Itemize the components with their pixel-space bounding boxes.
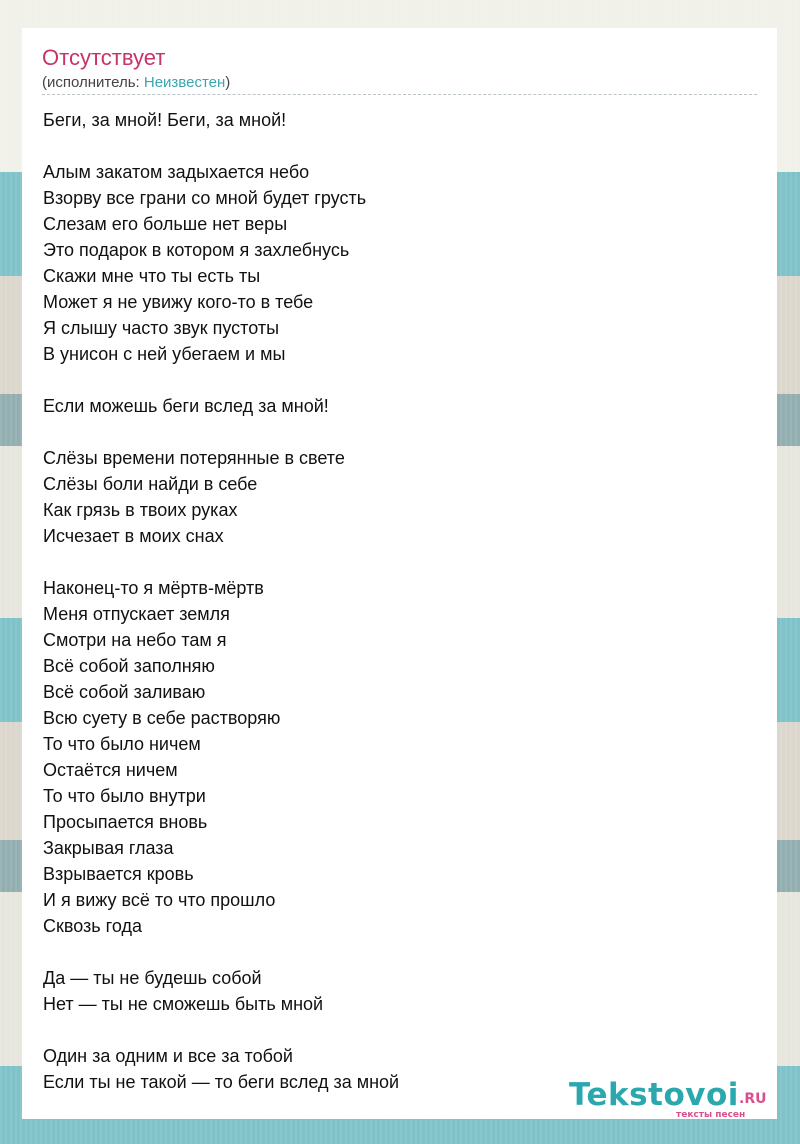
- site-logo[interactable]: [569, 1077, 774, 1120]
- artist-link[interactable]: Неизвестен: [143, 74, 226, 91]
- logo-domain-suffix: .RU: [739, 1091, 767, 1107]
- lyric-line: Наконец-то я мёртв-мёртв: [43, 578, 264, 598]
- header-divider: [42, 94, 757, 95]
- lyric-line: Закрывая глаза: [43, 838, 174, 858]
- lyric-line: Если ты не такой — то беги вслед за мной: [43, 1072, 400, 1092]
- lyric-line: Один за одним и все за тобой: [43, 1046, 293, 1066]
- lyric-line: Всю суету в себе растворяю: [43, 708, 281, 728]
- stanza-break: [43, 1017, 743, 1043]
- lyric-line: И я вижу всё то что прошло: [43, 890, 276, 910]
- stanza-break: [43, 419, 743, 445]
- stanza-break: [43, 939, 743, 965]
- lyric-line: В унисон с ней убегаем и мы: [43, 344, 286, 364]
- lyrics-card: [22, 28, 777, 1119]
- stanza-break: [43, 549, 743, 575]
- song-title: Отсутствует: [42, 45, 166, 70]
- lyric-line: Если можешь беги вслед за мной!: [43, 396, 329, 416]
- lyric-line: То что было ничем: [43, 734, 201, 754]
- lyric-line: Взрывается кровь: [43, 864, 194, 884]
- lyric-line: Скажи мне что ты есть ты: [43, 266, 261, 286]
- artist-prefix: (исполнитель:: [42, 74, 144, 91]
- lyric-line: Слезам его больше нет веры: [43, 214, 288, 234]
- lyric-line: Исчезает в моих снах: [43, 526, 224, 546]
- lyric-line: Это подарок в котором я захлебнусь: [43, 240, 350, 260]
- lyric-line: Смотри на небо там я: [43, 630, 227, 650]
- lyrics-body: [43, 107, 743, 1095]
- logo-tagline: тексты песен: [676, 1110, 746, 1120]
- stanza-break: [43, 367, 743, 393]
- lyric-line: Может я не увижу кого-то в тебе: [43, 292, 314, 312]
- stanza-break: [43, 133, 743, 159]
- logo-wordmark: Tekstovoi: [569, 1077, 739, 1113]
- lyric-line: То что было внутри: [43, 786, 206, 806]
- artist-line: [42, 74, 230, 91]
- lyric-line: Я слышу часто звук пустоты: [43, 318, 280, 338]
- lyric-line: Как грязь в твоих руках: [43, 500, 238, 520]
- lyric-line: Нет — ты не сможешь быть мной: [43, 994, 324, 1014]
- lyric-line: Беги, за мной! Беги, за мной!: [43, 110, 287, 130]
- lyric-line: Остаётся ничем: [43, 760, 178, 780]
- lyric-line: Всё собой заполняю: [43, 656, 215, 676]
- lyric-line: Всё собой заливаю: [43, 682, 206, 702]
- lyric-line: Да — ты не будешь собой: [43, 968, 262, 988]
- lyric-line: Взорву все грани со мной будет грусть: [43, 188, 367, 208]
- lyric-line: Слёзы времени потерянные в свете: [43, 448, 345, 468]
- lyric-line: Слёзы боли найди в себе: [43, 474, 258, 494]
- artist-suffix: ): [225, 74, 231, 91]
- lyric-line: Алым закатом задыхается небо: [43, 162, 310, 182]
- lyric-line: Просыпается вновь: [43, 812, 208, 832]
- lyric-line: Меня отпускает земля: [43, 604, 230, 624]
- lyric-line: Сквозь года: [43, 916, 142, 936]
